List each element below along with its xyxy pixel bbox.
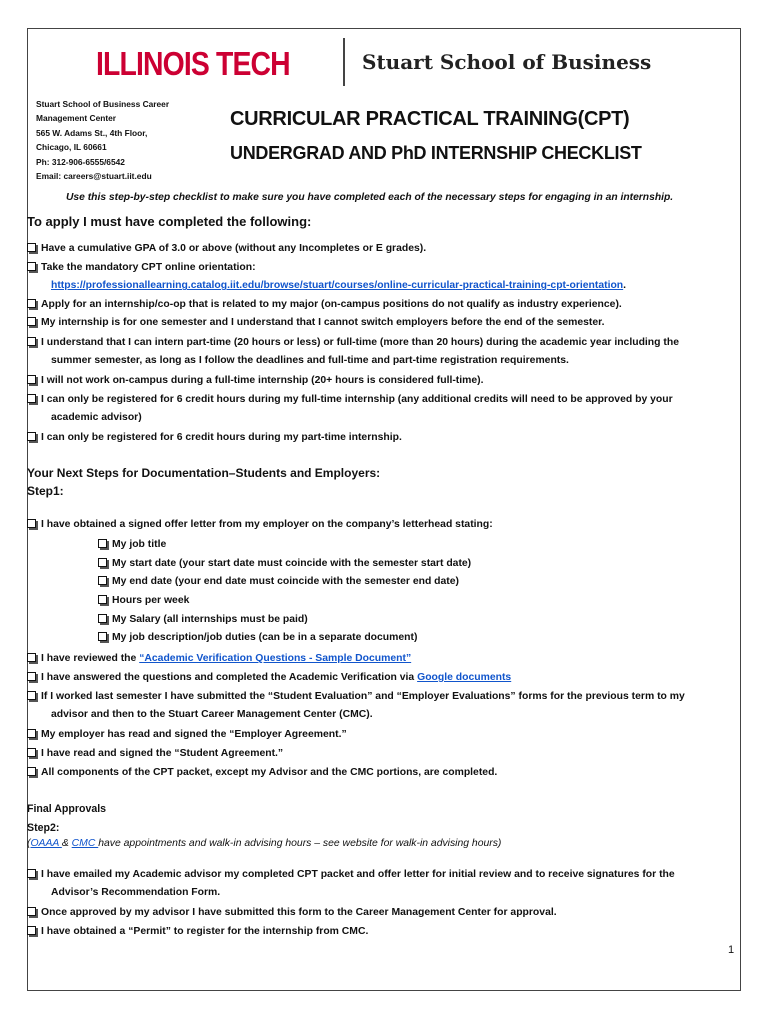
checkbox-icon[interactable] bbox=[27, 907, 36, 916]
header-divider bbox=[343, 38, 345, 86]
contact-line-5: Ph: 312-906-6555/6542 bbox=[36, 156, 125, 167]
school-name: Stuart School of Business bbox=[362, 50, 652, 74]
contact-line-2: Management Center bbox=[36, 113, 117, 124]
checklist-subitem[interactable]: My job title bbox=[98, 536, 166, 554]
oaaa-link[interactable]: OAAA bbox=[30, 838, 62, 849]
contact-line-1: Stuart School of Business Career bbox=[36, 99, 170, 109]
checklist-item[interactable]: My internship is for one semester and I understand that I cannot switch employers before the end of the semester. bbox=[27, 314, 605, 332]
checklist-item[interactable]: Apply for an internship/co-op that is related to my major (on-campus positions do not qualify as industry experience). bbox=[27, 296, 622, 314]
step2-label: Step2: bbox=[27, 822, 60, 834]
checkbox-icon[interactable] bbox=[27, 653, 36, 662]
sample-document-link[interactable]: “Academic Verification Questions - Sample Document” bbox=[139, 653, 412, 664]
checkbox-icon[interactable] bbox=[27, 394, 36, 403]
document-subtitle: UNDERGRAD AND PhD INTERNSHIP CHECKLIST bbox=[230, 143, 642, 163]
checklist-item[interactable]: I have read and signed the “Student Agreement.” bbox=[27, 745, 283, 763]
checklist-subitem[interactable]: Hours per week bbox=[98, 592, 189, 610]
intro-text: Use this step-by-step checklist to make sure you have completed each of the necessary steps for engaging in an internship. bbox=[66, 192, 674, 203]
checkbox-icon[interactable] bbox=[98, 576, 107, 585]
checklist-item[interactable]: I can only be registered for 6 credit hours during my part-time internship. bbox=[27, 429, 402, 447]
checkbox-icon[interactable] bbox=[27, 375, 36, 384]
checklist-item[interactable]: I have obtained a “Permit” to register for the internship from CMC. bbox=[27, 923, 368, 941]
contact-line-3: 565 W. Adams St., 4th Floor, bbox=[36, 127, 148, 138]
checkbox-icon[interactable] bbox=[27, 299, 36, 308]
document-title: CURRICULAR PRACTICAL TRAINING(CPT) bbox=[230, 108, 630, 130]
checklist-subitem[interactable]: My end date (your end date must coincide with the semester end date) bbox=[98, 573, 459, 591]
checkbox-icon[interactable] bbox=[27, 869, 36, 878]
checklist-subitem[interactable]: My Salary (all internships must be paid) bbox=[98, 611, 308, 629]
checklist-item[interactable]: My employer has read and signed the “Employer Agreement.” bbox=[27, 726, 347, 744]
checkbox-icon[interactable] bbox=[27, 243, 36, 252]
checkbox-icon[interactable] bbox=[27, 317, 36, 326]
checklist-item[interactable]: I have answered the questions and completed the Academic Verification via Google documents bbox=[27, 669, 511, 687]
checkbox-icon[interactable] bbox=[27, 729, 36, 738]
section1-heading: To apply I must have completed the following: bbox=[27, 214, 312, 229]
contact-line-4: Chicago, IL 60661 bbox=[36, 142, 107, 153]
checklist-item[interactable]: I can only be registered for 6 credit hours during my full-time internship (any additional credits will need to be approved by your academic advisor) bbox=[27, 391, 673, 428]
checkbox-icon[interactable] bbox=[27, 748, 36, 757]
checkbox-icon[interactable] bbox=[27, 262, 36, 271]
checklist-item[interactable]: Have a cumulative GPA of 3.0 or above (without any Incompletes or E grades). bbox=[27, 240, 426, 258]
checklist-item[interactable]: I have emailed my Academic advisor my completed CPT packet and offer letter for initial review and to receive signatures for the Advisor’s Recommendation Form. bbox=[27, 866, 675, 903]
step1-label: Step1: bbox=[27, 484, 64, 498]
final-approvals-heading: Final Approvals bbox=[27, 803, 107, 815]
checklist-item[interactable]: I have reviewed the “Academic Verification Questions - Sample Document” bbox=[27, 650, 411, 668]
illinois-tech-logo: ILLINOIS TECH bbox=[96, 45, 290, 82]
checklist-item[interactable]: I have obtained a signed offer letter from my employer on the company’s letterhead stating: bbox=[27, 516, 493, 534]
checklist-item[interactable]: If I worked last semester I have submitted the “Student Evaluation” and “Employer Evaluations” forms for the previous term to my advisor and then to the Stuart Career Management Center (CMC). bbox=[27, 688, 685, 725]
google-documents-link[interactable]: Google documents bbox=[417, 672, 512, 683]
checkbox-icon[interactable] bbox=[98, 614, 107, 623]
checklist-item[interactable]: I will not work on-campus during a full-time internship (20+ hours is considered full-time). bbox=[27, 372, 484, 390]
checkbox-icon[interactable] bbox=[98, 595, 107, 604]
contact-line-6: Email: careers@stuart.iit.edu bbox=[36, 171, 152, 182]
checkbox-icon[interactable] bbox=[27, 672, 36, 681]
checkbox-icon[interactable] bbox=[27, 926, 36, 935]
checkbox-icon[interactable] bbox=[27, 691, 36, 700]
checkbox-icon[interactable] bbox=[27, 337, 36, 346]
checklist-item[interactable]: Once approved by my advisor I have submitted this form to the Career Management Center for approval. bbox=[27, 904, 557, 922]
orientation-link[interactable]: https://professionallearning.catalog.iit.edu/browse/stuart/courses/online-curricular-practical-training-cpt-orientation bbox=[51, 280, 624, 292]
checkbox-icon[interactable] bbox=[27, 767, 36, 776]
checklist-item[interactable]: Take the mandatory CPT online orientation: https://professionallearning.catalog.iit.edu/browse/stuart/courses/online-curricular-practical-training-cpt-orientation. bbox=[27, 259, 626, 296]
section2-heading: Your Next Steps for Documentation–Students and Employers: bbox=[27, 466, 381, 480]
advising-note: (OAAA & CMC have appointments and walk-in advising hours – see website for walk-in advising hours) bbox=[27, 838, 502, 849]
checkbox-icon[interactable] bbox=[98, 558, 107, 567]
checkbox-icon[interactable] bbox=[27, 519, 36, 528]
cmc-link[interactable]: CMC bbox=[71, 838, 99, 849]
checklist-item[interactable]: All components of the CPT packet, except my Advisor and the CMC portions, are completed. bbox=[27, 764, 497, 782]
checkbox-icon[interactable] bbox=[98, 632, 107, 641]
checklist-subitem[interactable]: My start date (your start date must coincide with the semester start date) bbox=[98, 555, 471, 573]
contact-block bbox=[36, 97, 226, 183]
checklist-subitem[interactable]: My job description/job duties (can be in a separate document) bbox=[98, 629, 417, 647]
page-number: 1 bbox=[728, 944, 735, 956]
checkbox-icon[interactable] bbox=[27, 432, 36, 441]
checkbox-icon[interactable] bbox=[98, 539, 107, 548]
checklist-item[interactable]: I understand that I can intern part-time (20 hours or less) or full-time (more than 20 hours) during the academic year including the summer semester, as long as I follow the deadlines and full-time and part-time registration requirements. bbox=[27, 334, 679, 371]
